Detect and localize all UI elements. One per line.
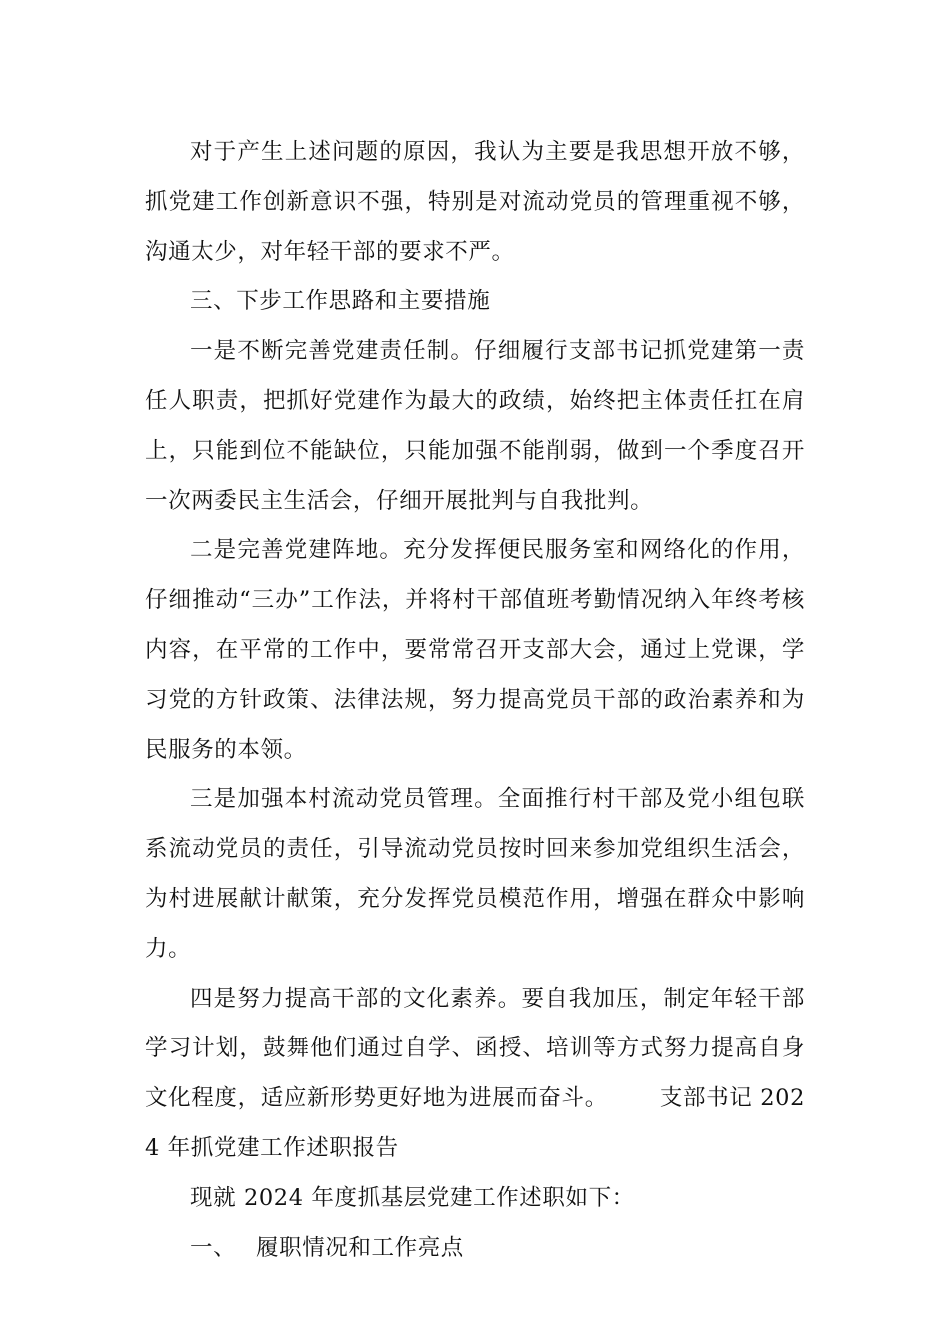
section-heading-next-steps: 三、下步工作思路和主要措施: [190, 288, 491, 315]
paragraph-problem-causes: 对于产生上述问题的原因，我认为主要是我思想开放不够，抓党建工作创新意识不强，特别是对流动党员的管理重视不够，沟通太少，对年轻干部的要求不严。: [145, 139, 805, 265]
paragraph-measure-3: 三是加强本村流动党员管理。全面推行村干部及党小组包联系流动党员的责任，引导流动党员按时回来参加党组织生活会，为村进展献计献策，充分发挥党员模范作用，增强在群众中影响力。: [145, 786, 805, 962]
paragraph-measure-2: 二是完善党建阵地。充分发挥便民服务室和网络化的作用，仔细推动“三办”工作法，并将村干部值班考勤情况纳入年终考核内容，在平常的工作中，要常常召开支部大会，通过上党课，学习党的方针政策、法律法规，努力提高党员干部的政治素养和为民服务的本领。: [145, 537, 805, 763]
document-body: [145, 128, 805, 1273]
paragraph-measure-1: 一是不断完善党建责任制。仔细履行支部书记抓党建第一责任人职责，把抓好党建作为最大的政绩，始终把主体责任扛在肩上，只能到位不能缺位，只能加强不能削弱，做到一个季度召开一次两委民主生活会，仔细开展批判与自我批判。: [145, 338, 805, 514]
section-heading-text: 履职情况和工作亮点: [256, 1234, 464, 1261]
section-number: 一、: [190, 1234, 237, 1261]
paragraph-measure-4: [145, 975, 805, 1174]
report-title-inline: 支部书记 2024 年抓党建工作述职报告: [145, 1085, 805, 1161]
intro-line: 现就 2024 年度抓基层党建工作述职如下：: [190, 1184, 635, 1211]
section-heading-duties: [145, 1224, 805, 1274]
paragraph-measure-4-text: 四是努力提高干部的文化素养。要自我加压，制定年轻干部学习计划，鼓舞他们通过自学、函授、培训等方式努力提高自身文化程度，适应新形势更好地为进展而奋斗。: [145, 985, 805, 1112]
